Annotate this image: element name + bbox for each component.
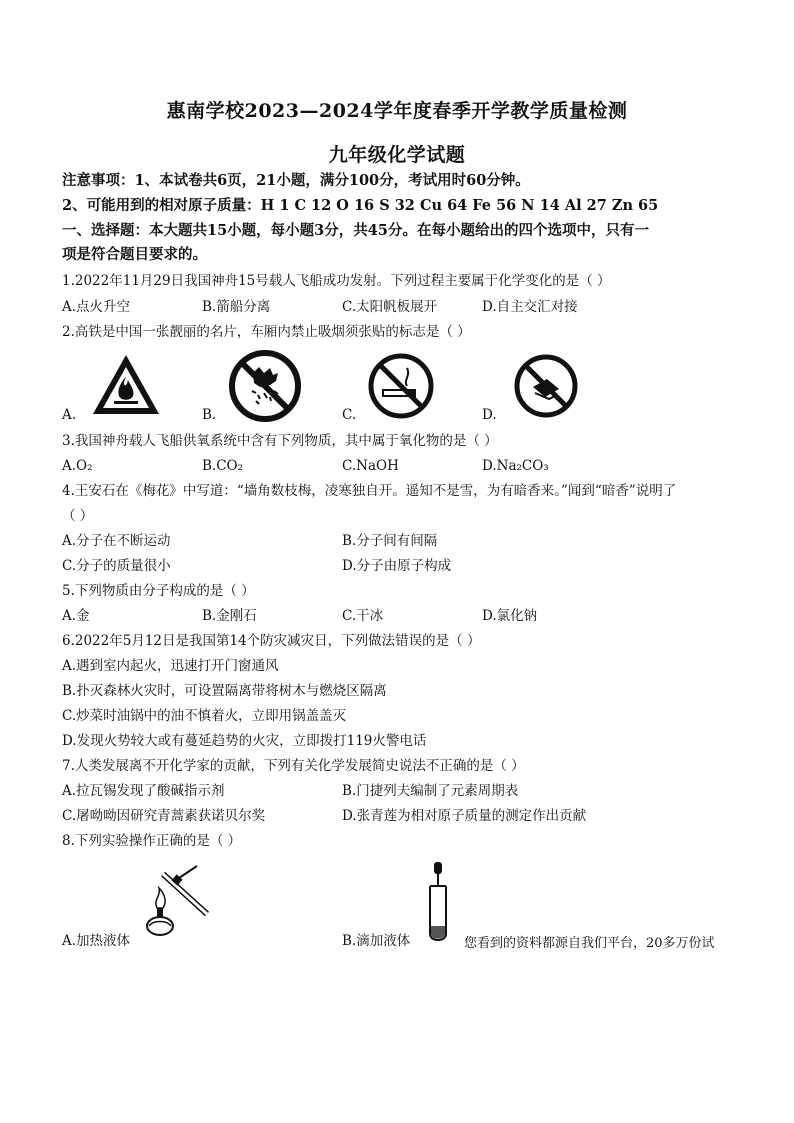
- question-4-option-d: D.分子由原子构成: [342, 558, 452, 574]
- section-heading-line-2: 项是符合题目要求的。: [62, 246, 207, 263]
- question-1-option-b: B.箭船分离: [202, 299, 271, 315]
- heating-liquid-illustration: [135, 862, 215, 942]
- question-2-option-c: C.: [342, 407, 357, 423]
- question-4-stem: 4.王安石在《梅花》中写道：“墙角数枝梅，凌寒独自开。遥知不是雪，为有暗香来。”闻到“暗香”说明了: [62, 483, 677, 499]
- question-3-option-d: D.Na₂CO₃: [482, 458, 549, 474]
- question-6-option-d: D.发现火势较大或有蔓延趋势的火灾，立即拨打119火警电话: [62, 733, 427, 749]
- question-3-option-a: A.O₂: [62, 458, 93, 474]
- question-4-stem-continued: （ ）: [62, 508, 94, 524]
- question-1-option-c: C.太阳帆板展开: [342, 299, 438, 315]
- question-4-option-c: C.分子的质量很小: [62, 558, 171, 574]
- no-fireworks-icon: [228, 349, 302, 423]
- question-2-option-d: D.: [482, 407, 497, 423]
- question-5-option-a: A.金: [62, 608, 90, 624]
- question-7-option-c: C.屠呦呦因研究青蒿素获诺贝尔奖: [62, 808, 266, 824]
- question-6-option-b: B.扑灭森林火灾时，可设置隔离带将树木与燃烧区隔离: [62, 683, 387, 699]
- question-5-option-d: D.氯化钠: [482, 608, 538, 624]
- question-7-option-d: D.张青莲为相对原子质量的测定作出贡献: [342, 808, 587, 824]
- watermark-text: 您看到的资料都源自我们平台，20多万份试: [464, 936, 715, 951]
- question-5-stem: 5.下列物质由分子构成的是（ ）: [62, 583, 255, 599]
- question-7-option-b: B.门捷列夫编制了元素周期表: [342, 783, 519, 799]
- question-1-option-d: D.自主交汇对接: [482, 299, 578, 315]
- question-3-option-b: B.CO₂: [202, 458, 244, 474]
- question-8-option-b: B.滴加液体: [342, 933, 411, 949]
- question-1-stem: 1.2022年11月29日我国神舟15号载人飞船成功发射。下列过程主要属于化学变化的是（ ）: [62, 273, 611, 289]
- question-5-option-b: B.金刚石: [202, 608, 257, 624]
- question-7-option-a: A.拉瓦锡发现了酸碱指示剂: [62, 783, 225, 799]
- question-6-option-a: A.遇到室内起火，迅速打开门窗通风: [62, 658, 279, 674]
- question-5-option-c: C.干冰: [342, 608, 384, 624]
- question-3-option-c: C.NaOH: [342, 458, 399, 474]
- question-3-stem: 3.我国神舟载人飞船供氧系统中含有下列物质，其中属于氧化物的是（ ）: [62, 433, 498, 449]
- no-littering-icon: [513, 353, 579, 419]
- question-6-option-c: C.炒菜时油锅中的油不慎着火，立即用锅盖盖灭: [62, 708, 347, 724]
- question-2-stem: 2.高铁是中国一张靓丽的名片，车厢内禁止吸烟须张贴的标志是（ ）: [62, 324, 471, 340]
- question-4-option-b: B.分子间有间隔: [342, 533, 438, 549]
- question-4-option-a: A.分子在不断运动: [62, 533, 171, 549]
- no-smoking-icon: [367, 352, 435, 420]
- question-8-option-a: A.加热液体: [62, 933, 131, 949]
- question-2-option-a: A.: [62, 407, 77, 423]
- dropping-liquid-illustration: [420, 860, 460, 946]
- notes-line-2: 2、可能用到的相对原子质量：H 1 C 12 O 16 S 32 Cu 64 Fe 56 N 14 Al 27 Zn 65: [62, 197, 659, 214]
- question-7-stem: 7.人类发展离不开化学家的贡献，下列有关化学发展简史说法不正确的是（ ）: [62, 758, 525, 774]
- question-1-option-a: A.点火升空: [62, 299, 131, 315]
- exam-title: 惠南学校2023—2024学年度春季开学教学质量检测: [166, 100, 628, 122]
- question-6-stem: 6.2022年5月12日是我国第14个防灾减灾日，下列做法错误的是（ ）: [62, 633, 481, 649]
- flammable-warning-icon: [90, 352, 162, 418]
- notes-line-1: 注意事项：1、本试卷共6页，21小题，满分100分，考试用时60分钟。: [62, 172, 530, 189]
- question-2-option-b: B.: [202, 407, 217, 423]
- question-8-stem: 8.下列实验操作正确的是（ ）: [62, 833, 242, 849]
- section-heading-line-1: 一、选择题：本大题共15小题，每小题3分，共45分。在每小题给出的四个选项中，只有一: [62, 222, 649, 239]
- exam-subtitle: 九年级化学试题: [328, 144, 466, 166]
